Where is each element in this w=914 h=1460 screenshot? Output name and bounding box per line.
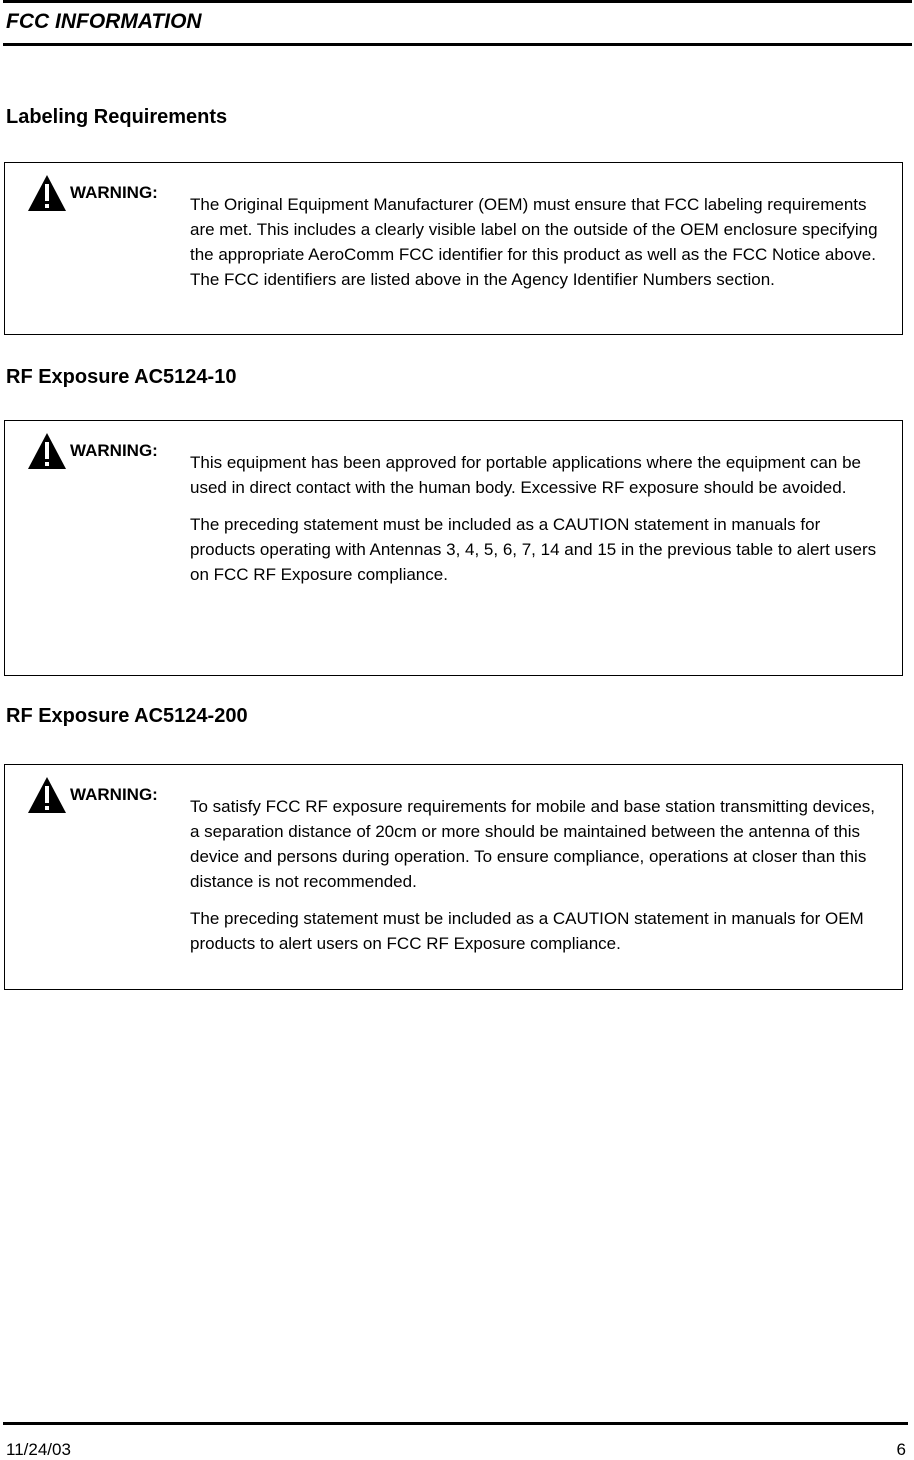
warning-paragraph: The preceding statement must be included as a CAUTION statement in manuals for products operating with Antennas 3, 4, 5, 6, 7, 14 and 15 in the previous table to alert users on FCC RF Exposure compliance. <box>190 515 877 584</box>
warning-triangle-icon <box>27 776 67 814</box>
footer-page-number: 6 <box>896 1440 906 1459</box>
header-rule-bottom <box>3 43 912 46</box>
warning-text <box>190 192 882 304</box>
warning-triangle-icon <box>27 174 67 212</box>
warning-label: WARNING: <box>70 785 158 804</box>
warning-paragraph: The Original Equipment Manufacturer (OEM) must ensure that FCC labeling requirements are met. This includes a clearly visible label on the outside of the OEM enclosure specifying the appropriate AeroComm FCC identifier for this product as well as the FCC Notice above. The FCC identifiers are listed above in the Agency Identifier Numbers section. <box>190 195 878 289</box>
warning-text <box>190 450 882 599</box>
warning-label-group <box>27 776 158 814</box>
warning-label-group <box>27 432 158 470</box>
warning-paragraph: This equipment has been approved for portable applications where the equipment can be used in direct contact with the human body. Excessive RF exposure should be avoided. <box>190 453 861 497</box>
section-heading-rf-exposure-10: RF Exposure AC5124-10 <box>6 366 237 388</box>
page-header-title: FCC INFORMATION <box>6 10 202 33</box>
warning-box-labeling <box>4 162 903 335</box>
warning-paragraph: To satisfy FCC RF exposure requirements for mobile and base station transmitting devices, a separation distance of 20cm or more should be maintained between the antenna of this device and persons during operation. To ensure compliance, operations at closer than this distance is not recommended. <box>190 797 876 891</box>
warning-label: WARNING: <box>70 441 158 460</box>
warning-label-group <box>27 174 158 212</box>
warning-label: WARNING: <box>70 183 158 202</box>
warning-box-rf-exposure-200 <box>4 764 903 990</box>
footer-rule <box>3 1422 908 1425</box>
footer-date: 11/24/03 <box>6 1440 71 1459</box>
section-heading-labeling: Labeling Requirements <box>6 106 228 128</box>
warning-paragraph: The preceding statement must be included as a CAUTION statement in manuals for OEM products to alert users on FCC RF Exposure compliance. <box>190 909 864 953</box>
warning-box-rf-exposure-10 <box>4 420 903 676</box>
warning-text <box>190 794 882 968</box>
section-heading-rf-exposure-200: RF Exposure AC5124-200 <box>6 705 248 727</box>
warning-triangle-icon <box>27 432 67 470</box>
header-rule-top <box>3 0 912 3</box>
